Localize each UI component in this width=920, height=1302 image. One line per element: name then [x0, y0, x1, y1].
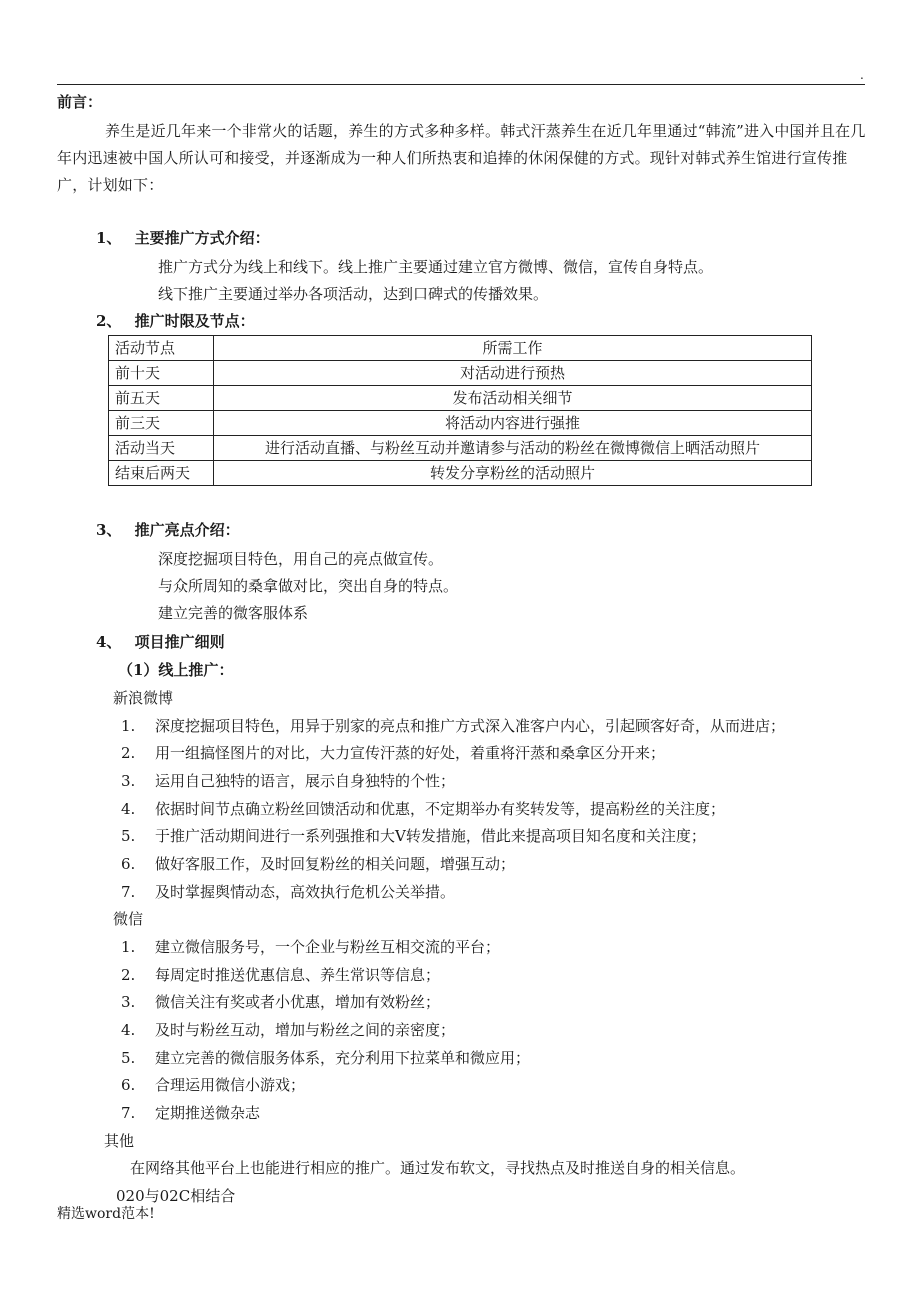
- list-item-text: 于推广活动期间进行一系列强推和大V转发措施，借此来提高项目知名度和关注度；: [155, 827, 706, 845]
- list-item-number: 7.: [121, 883, 136, 901]
- table-cell: 结束后两天: [109, 461, 214, 486]
- list-item-number: 6.: [121, 855, 136, 873]
- schedule-table: [108, 335, 812, 486]
- list-item: [121, 965, 440, 985]
- list-item: [121, 743, 665, 763]
- section3-line-2: 与众所周知的桑拿做对比，突出自身的特点。: [158, 577, 459, 595]
- list-item-number: 3.: [121, 993, 136, 1011]
- table-header-row: [109, 336, 812, 361]
- header-rule: [57, 84, 865, 85]
- section2-number: 2、: [96, 312, 122, 330]
- list-item-text: 合理运用微信小游戏；: [155, 1076, 306, 1094]
- list-item-text: 微信关注有奖或者小优惠，增加有效粉丝；: [155, 993, 441, 1011]
- list-item-text: 做好客服工作，及时回复粉丝的相关问题，增强互动；: [155, 855, 516, 873]
- list-item-number: 4.: [121, 800, 136, 818]
- section4-title: 项目推广细则: [134, 633, 225, 651]
- table-header-cell: 所需工作: [214, 336, 812, 361]
- list-item-number: 1.: [121, 717, 136, 735]
- section3-line-1: 深度挖掘项目特色，用自己的亮点做宣传。: [158, 550, 444, 568]
- list-item-number: 6.: [121, 1076, 136, 1094]
- list-item-text: 定期推送微杂志: [155, 1104, 261, 1122]
- section3-title: 推广亮点介绍：: [134, 521, 240, 539]
- header-dot: .: [860, 68, 864, 82]
- list-item-number: 7.: [121, 1104, 136, 1122]
- list-item: [121, 826, 706, 846]
- table-cell: 进行活动直播、与粉丝互动并邀请参与活动的粉丝在微博微信上晒活动照片: [214, 436, 812, 461]
- list-item-text: 用一组搞怪图片的对比，大力宣传汗蒸的好处，着重将汗蒸和桑拿区分开来；: [155, 744, 666, 762]
- section4-number: 4、: [96, 633, 122, 651]
- list-item-text: 每周定时推送优惠信息、养生常识等信息；: [155, 966, 441, 984]
- footer-note: 精选word范本!: [57, 1206, 155, 1222]
- table-cell: 前五天: [109, 386, 214, 411]
- list-item: [121, 854, 515, 874]
- table-cell: 发布活动相关细节: [214, 386, 812, 411]
- list-item: [121, 937, 500, 957]
- list-item-number: 5.: [121, 827, 136, 845]
- list-item-text: 深度挖掘项目特色，用异于别家的亮点和推广方式深入准客户内心，引起顾客好奇，从而进店；: [155, 717, 786, 735]
- section1-heading: [96, 228, 270, 248]
- online-promotion-subheading: （1）线上推广：: [118, 661, 234, 679]
- list-item: [121, 771, 455, 791]
- table-row: [109, 386, 812, 411]
- list-item-number: 3.: [121, 772, 136, 790]
- table-cell: 对活动进行预热: [214, 361, 812, 386]
- section1-line-2: 线下推广主要通过举办各项活动，达到口碑式的传播效果。: [158, 285, 549, 303]
- section4-heading: [96, 632, 225, 652]
- section3-heading: [96, 520, 240, 540]
- list-item-number: 5.: [121, 1049, 136, 1067]
- table-row: [109, 461, 812, 486]
- list-item: [121, 992, 440, 1012]
- list-item-text: 运用自己独特的语言，展示自身独特的个性；: [155, 772, 456, 790]
- table-row: [109, 436, 812, 461]
- o2o-line: 020与02C相结合: [116, 1187, 236, 1205]
- table-header-cell: 活动节点: [109, 336, 214, 361]
- section3-number: 3、: [96, 521, 122, 539]
- list-item: [121, 1048, 530, 1068]
- list-item-number: 2.: [121, 744, 136, 762]
- table-cell: 前十天: [109, 361, 214, 386]
- section1-title: 主要推广方式介绍：: [134, 229, 270, 247]
- table-row: [109, 361, 812, 386]
- list-item: [121, 1103, 260, 1123]
- list-item: [121, 882, 455, 902]
- table-cell: 将活动内容进行强推: [214, 411, 812, 436]
- list-item: [121, 799, 725, 819]
- wechat-title: 微信: [113, 910, 144, 928]
- list-item-text: 建立完善的微信服务体系，充分利用下拉菜单和微应用；: [155, 1049, 531, 1067]
- list-item: [121, 1075, 305, 1095]
- intro-heading: 前言：: [57, 93, 103, 111]
- other-title: 其他: [104, 1132, 135, 1150]
- other-text: 在网络其他平台上也能进行相应的推广。通过发布软文，寻找热点及时推送自身的相关信息。: [130, 1159, 746, 1177]
- table-cell: 前三天: [109, 411, 214, 436]
- section2-heading: [96, 311, 255, 331]
- list-item-text: 及时掌握舆情动态，高效执行危机公关举措。: [155, 883, 456, 901]
- section2-title: 推广时限及节点：: [134, 312, 255, 330]
- section1-number: 1、: [96, 229, 122, 247]
- section1-line-1: 推广方式分为线上和线下。线上推广主要通过建立官方微博、微信，宣传自身特点。: [158, 258, 714, 276]
- list-item-number: 1.: [121, 938, 136, 956]
- list-item-number: 2.: [121, 966, 136, 984]
- table-cell: 转发分享粉丝的活动照片: [214, 461, 812, 486]
- list-item-text: 建立微信服务号，一个企业与粉丝互相交流的平台；: [155, 938, 501, 956]
- list-item-text: 依据时间节点确立粉丝回馈活动和优惠，不定期举办有奖转发等，提高粉丝的关注度；: [155, 800, 726, 818]
- weibo-title: 新浪微博: [113, 689, 174, 707]
- section3-line-3: 建立完善的微客服体系: [158, 604, 309, 622]
- table-cell: 活动当天: [109, 436, 214, 461]
- list-item-number: 4.: [121, 1021, 136, 1039]
- intro-paragraph: 养生是近几年来一个非常火的话题，养生的方式多种多样。韩式汗蒸养生在近几年里通过“韩流”进入中国并且在几年内迅速被中国人所认可和接受，并逐渐成为一种人们所热衷和追捧的休闲保健的方式。现针对韩式养生馆进行宣传推广，计划如下：: [57, 122, 866, 194]
- list-item-text: 及时与粉丝互动，增加与粉丝之间的亲密度；: [155, 1021, 456, 1039]
- list-item: [121, 1020, 455, 1040]
- table-row: [109, 411, 812, 436]
- list-item: [121, 716, 785, 736]
